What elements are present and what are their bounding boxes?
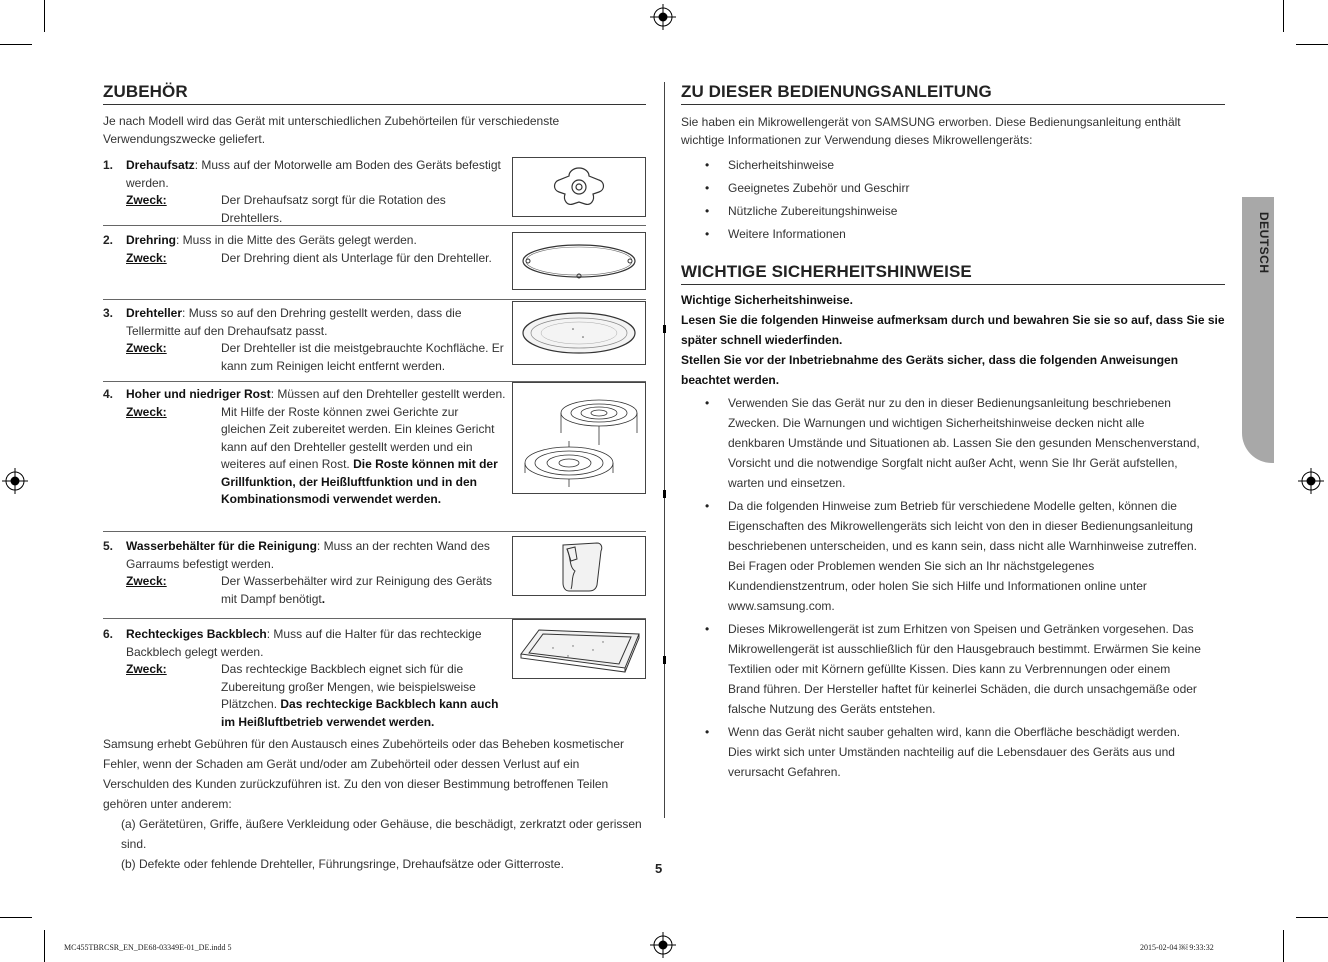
- crop-mark: [1283, 0, 1284, 32]
- item-desc: : Muss auf die Halter für das rechteckige Backblech gelegt werden.: [126, 627, 482, 659]
- item-number: 1.: [103, 158, 114, 172]
- accessories-footer: Samsung erhebt Gebühren für den Austausch eines Zubehörteils oder das Beheben kosmetischer Fehler, wenn der Schaden am Gerät und/oder am Zubehörteil oder dessen Verlust auf ein Verschulden des Kunden zurückzuführen ist. Zu den von dieser Bestimmung betroffenen Teilen gehören unter anderem:: [103, 737, 624, 811]
- item-number: 4.: [103, 387, 114, 401]
- crop-mark: [0, 44, 32, 45]
- item-desc: : Muss in die Mitte des Geräts gelegt werden.: [176, 233, 417, 247]
- item-desc: : Muss an der rechten Wand des Garraums befestigt werden.: [126, 539, 490, 571]
- item-name: Hoher und niedriger Rost: [126, 387, 271, 401]
- zweck-text: Der Drehteller ist die meistgebrauchte Kochfläche. Er kann zum Reinigen leicht entfernt werden.: [221, 341, 504, 373]
- list-item: • Geeignetes Zubehör und Geschirr: [681, 177, 1225, 200]
- registration-mark-icon: [1298, 468, 1324, 494]
- accessories-footer-b: (b) Defekte oder fehlende Drehteller, Führungsringe, Drehaufsätze oder Gitterroste.: [121, 857, 564, 871]
- crop-mark: [44, 0, 45, 32]
- accessory-item-5: [103, 532, 646, 619]
- fold-mark: [663, 325, 666, 333]
- manual-section: [681, 80, 1225, 782]
- drehring-image: [512, 232, 646, 290]
- accessory-item-4: [103, 382, 646, 532]
- accessory-item-2: [103, 226, 646, 300]
- item-name: Drehring: [126, 233, 177, 247]
- accessories-intro: Je nach Modell wird das Gerät mit unterschiedlichen Zubehörteilen für verschiedenste Verwendungszwecke geliefert.: [103, 114, 560, 146]
- page-number: 5: [655, 861, 663, 876]
- fold-mark: [663, 490, 666, 498]
- accessory-item-6: [103, 619, 646, 740]
- zweck-label: Zweck:: [126, 574, 167, 588]
- fold-mark: [663, 656, 666, 664]
- list-item: • Wenn das Gerät nicht sauber gehalten wird, kann die Oberfläche beschädigt werden. Dies wirkt sich unter Umständen nachteilig auf die Lebensdauer des Geräts aus und verursacht Gefahren.: [681, 722, 1201, 782]
- column-divider: [664, 82, 665, 818]
- item-desc: : Muss so auf den Drehring gestellt werden, dass die Tellermitte auf den Drehaufsatz passt.: [126, 306, 462, 338]
- wasserbehaelter-image: [512, 536, 646, 596]
- item-number: 3.: [103, 306, 114, 320]
- section-title-zubehoer: ZUBEHÖR: [103, 80, 646, 105]
- zweck-text: Mit Hilfe der Roste können zwei Gerichte zur gleichen Zeit zubereitet werden. Ein kleines Gericht kann auf den Drehteller gestellt werden und ein weiteres auf einen Rost.: [221, 404, 495, 471]
- item-number: 6.: [103, 627, 114, 641]
- zweck-bold-text: .: [321, 591, 326, 606]
- crop-mark: [44, 930, 45, 962]
- list-item: • Sicherheitshinweise: [681, 154, 1225, 177]
- registration-mark-icon: [2, 468, 28, 494]
- item-name: Wasserbehälter für die Reinigung: [126, 539, 317, 553]
- list-item: • Nützliche Zubereitungshinweise: [681, 200, 1225, 223]
- registration-mark-icon: [650, 932, 676, 958]
- item-desc: : Müssen auf den Drehteller gestellt werden.: [270, 387, 506, 401]
- drehaufsatz-image: [512, 157, 646, 217]
- safety-bold-2: Lesen Sie die folgenden Hinweise aufmerksam durch und bewahren Sie sie so auf, dass Sie sie später schnell wiederfinden.: [681, 313, 1225, 347]
- item-name: Drehaufsatz: [126, 158, 195, 172]
- crop-mark: [1296, 44, 1328, 45]
- section-title-bedienungsanleitung: ZU DIESER BEDIENUNGSANLEITUNG: [681, 80, 1225, 105]
- bullet-icon: •: [705, 499, 710, 513]
- safety-bold-3: Stellen Sie vor der Inbetriebnahme des Geräts sicher, dass die folgenden Anweisungen beachtet werden.: [681, 353, 1179, 387]
- registration-mark-icon: [650, 4, 676, 30]
- section-title-sicherheitshinweise: WICHTIGE SICHERHEITSHINWEISE: [681, 260, 1225, 285]
- zweck-bold-text: Das rechteckige Backblech kann auch im Heißluftbetrieb verwendet werden.: [221, 697, 499, 729]
- item-number: 2.: [103, 233, 114, 247]
- manual-intro: Sie haben ein Mikrowellengerät von SAMSUNG erworben. Diese Bedienungsanleitung enthält wichtige Informationen zur Verwendung dieses Mikrowellengeräts:: [681, 115, 1181, 147]
- item-name: Rechteckiges Backblech: [126, 627, 267, 641]
- accessories-footer-a: (a) Gerätetüren, Griffe, äußere Verkleidung oder Gehäuse, die beschädigt, zerkratzt oder gerissen sind.: [121, 817, 642, 851]
- language-tab-label: DEUTSCH: [1257, 212, 1271, 274]
- zweck-label: Zweck:: [126, 404, 167, 419]
- item-desc: : Muss auf der Motorwelle am Boden des Geräts befestigt werden.: [126, 158, 501, 190]
- zweck-label: Zweck:: [126, 341, 167, 355]
- item-name: Drehteller: [126, 306, 183, 320]
- zweck-text: Das rechteckige Backblech eignet sich für die Zubereitung großer Mengen, wie beispielsweise Plätzchen.: [221, 662, 476, 711]
- print-info-left: MC455TBRCSR_EN_DE68-03349E-01_DE.indd 5: [64, 943, 232, 952]
- rost-image: [512, 382, 646, 494]
- accessory-item-3: [103, 300, 646, 382]
- bullet-icon: •: [705, 725, 710, 739]
- crop-mark: [1296, 917, 1328, 918]
- zweck-text: Der Drehaufsatz sorgt für die Rotation des Drehtellers.: [221, 193, 446, 225]
- zweck-bold-text: Die Roste können mit der Grillfunktion, der Heißluftfunktion und in den Kombinationsmodi verwendet werden.: [221, 457, 498, 506]
- zweck-label: Zweck:: [126, 250, 167, 265]
- safety-bold-1: Wichtige Sicherheitshinweise.: [681, 293, 853, 307]
- drehteller-image: [512, 301, 646, 365]
- accessories-section: [103, 80, 646, 874]
- bullet-icon: •: [705, 158, 710, 172]
- list-item: • Weitere Informationen: [681, 223, 1225, 246]
- accessory-item-1: [103, 157, 646, 226]
- item-number: 5.: [103, 539, 114, 553]
- backblech-image: [512, 619, 646, 679]
- crop-mark: [1283, 930, 1284, 962]
- bullet-icon: •: [705, 181, 710, 195]
- zweck-text: Der Wasserbehälter wird zur Reinigung des Geräts mit Dampf benötigt: [221, 574, 493, 606]
- zweck-text: Der Drehring dient als Unterlage für den Drehteller.: [221, 250, 492, 265]
- bullet-icon: •: [705, 204, 710, 218]
- list-item: • Verwenden Sie das Gerät nur zu den in dieser Bedienungsanleitung beschriebenen Zwecken. Die Warnungen und wichtigen Sicherheitshinweise decken nicht alle denkbaren Umstände und Situationen ab. Lassen Sie den gesunden Menschenverstand, Vorsicht und die notwendige Sorgfalt nicht außer Acht, wenn Sie Ihr Gerät aufstellen, warten und einsetzen.: [681, 393, 1201, 493]
- zweck-label: Zweck:: [126, 662, 167, 676]
- bullet-icon: •: [705, 622, 710, 636]
- print-info-right: 2015-02-04 ￼ 9:33:32: [1140, 943, 1214, 952]
- bullet-icon: •: [705, 396, 710, 410]
- crop-mark: [0, 917, 32, 918]
- list-item: • Da die folgenden Hinweise zum Betrieb für verschiedene Modelle gelten, können die Eigenschaften des Mikrowellengeräts sich leicht von den in dieser Bedienungsanleitung beschriebenen unterscheiden, und es kann sein, dass nicht alle Warnhinweise zutreffen. Bei Fragen oder Problemen wenden Sie sich an Ihr nächstgelegenes Kundendienstzentrum, oder holen Sie sich Hilfe und Informationen online unter www.samsung.com.: [681, 496, 1201, 616]
- bullet-icon: •: [705, 227, 710, 241]
- list-item: • Dieses Mikrowellengerät ist zum Erhitzen von Speisen und Getränken vorgesehen. Das Mikrowellengerät ist ausschließlich für den Hausgebrauch bestimmt. Erwärmen Sie keine Textilien oder mit Körnern gefüllte Kissen. Dies kann zu Verbrennungen oder einem Brand führen. Der Hersteller haftet für keinerlei Schäden, die durch unsachgemäße oder falsche Nutzung des Geräts entstehen.: [681, 619, 1201, 719]
- zweck-label: Zweck:: [126, 193, 167, 207]
